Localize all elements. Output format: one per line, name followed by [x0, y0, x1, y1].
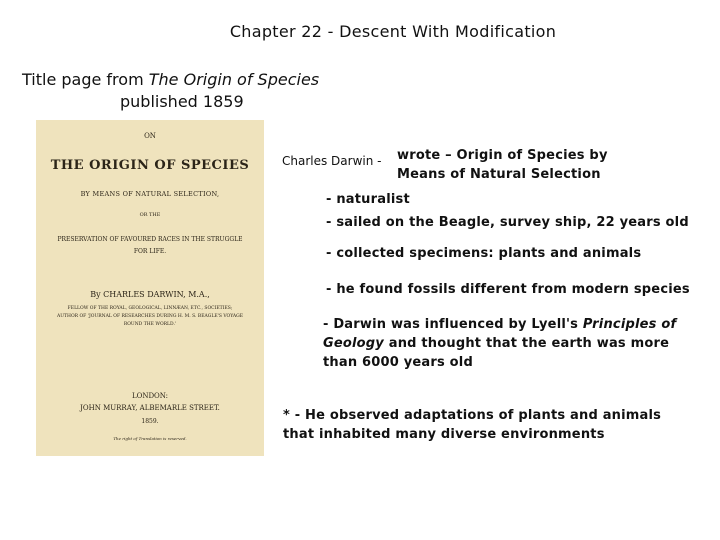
- image-caption-published: published 1859: [120, 92, 244, 111]
- lyell-prefix: - Darwin was influenced by Lyell's: [323, 317, 583, 332]
- title-page-credentials-1: FELLOW OF THE ROYAL, GEOLOGICAL, LINNÆAN, ETC., SOCIETIES;: [67, 306, 233, 311]
- wrote-line-1: wrote – Origin of Species by: [397, 148, 608, 163]
- lyell-line-2-rest: and thought that the earth was more: [384, 336, 670, 351]
- wrote-line-2: Means of Natural Selection: [397, 167, 601, 182]
- adaptations-line-2: that inhabited many diverse environments: [283, 427, 605, 442]
- bullet-fossils: - he found fossils different from modern species: [326, 282, 690, 297]
- lyell-book-title-1: Principles of: [582, 317, 677, 332]
- author-label: Charles Darwin -: [282, 154, 382, 168]
- title-page-rights: The right of Translation is reserved.: [113, 436, 187, 441]
- title-page-author: By CHARLES DARWIN, M.A.,: [90, 290, 210, 299]
- title-page-preservation-2: FOR LIFE.: [133, 248, 167, 255]
- slide-title: Chapter 22 - Descent With Modification: [229, 22, 557, 41]
- title-page-credentials-3: ROUND THE WORLD.': [123, 322, 177, 327]
- title-page-on: ON: [144, 132, 156, 140]
- lyell-line-1: [323, 317, 676, 332]
- caption-prefix: Title page from: [22, 70, 149, 89]
- title-page-preservation-1: PRESERVATION OF FAVOURED RACES IN THE STRUGGLE: [57, 236, 243, 243]
- caption-book-title: The Origin of Species: [148, 70, 320, 89]
- title-page-credentials-2: AUTHOR OF 'JOURNAL OF RESEARCHES DURING H. M. S. BEAGLE'S VOYAGE: [57, 314, 243, 319]
- title-page-or-the: OR THE: [139, 212, 161, 218]
- bullet-specimens: - collected specimens: plants and animals: [326, 246, 642, 261]
- lyell-line-3: than 6000 years old: [323, 355, 473, 370]
- title-page-year: 1859.: [141, 418, 159, 425]
- title-page-subtitle: BY MEANS OF NATURAL SELECTION,: [80, 190, 220, 198]
- bullet-naturalist: - naturalist: [326, 192, 410, 207]
- adaptations-line-1: * - He observed adaptations of plants and animals: [283, 408, 662, 423]
- lyell-book-title-2: Geology: [323, 336, 384, 351]
- lyell-line-2: [323, 336, 669, 351]
- origin-of-species-title-page-image: [36, 120, 264, 456]
- title-page-title: THE ORIGIN OF SPECIES: [50, 158, 250, 173]
- image-caption-line-1: [22, 70, 319, 89]
- bullet-beagle: - sailed on the Beagle, survey ship, 22 years old: [326, 215, 689, 230]
- title-page-london: LONDON:: [131, 392, 169, 400]
- title-page-publisher: JOHN MURRAY, ALBEMARLE STREET.: [80, 404, 220, 412]
